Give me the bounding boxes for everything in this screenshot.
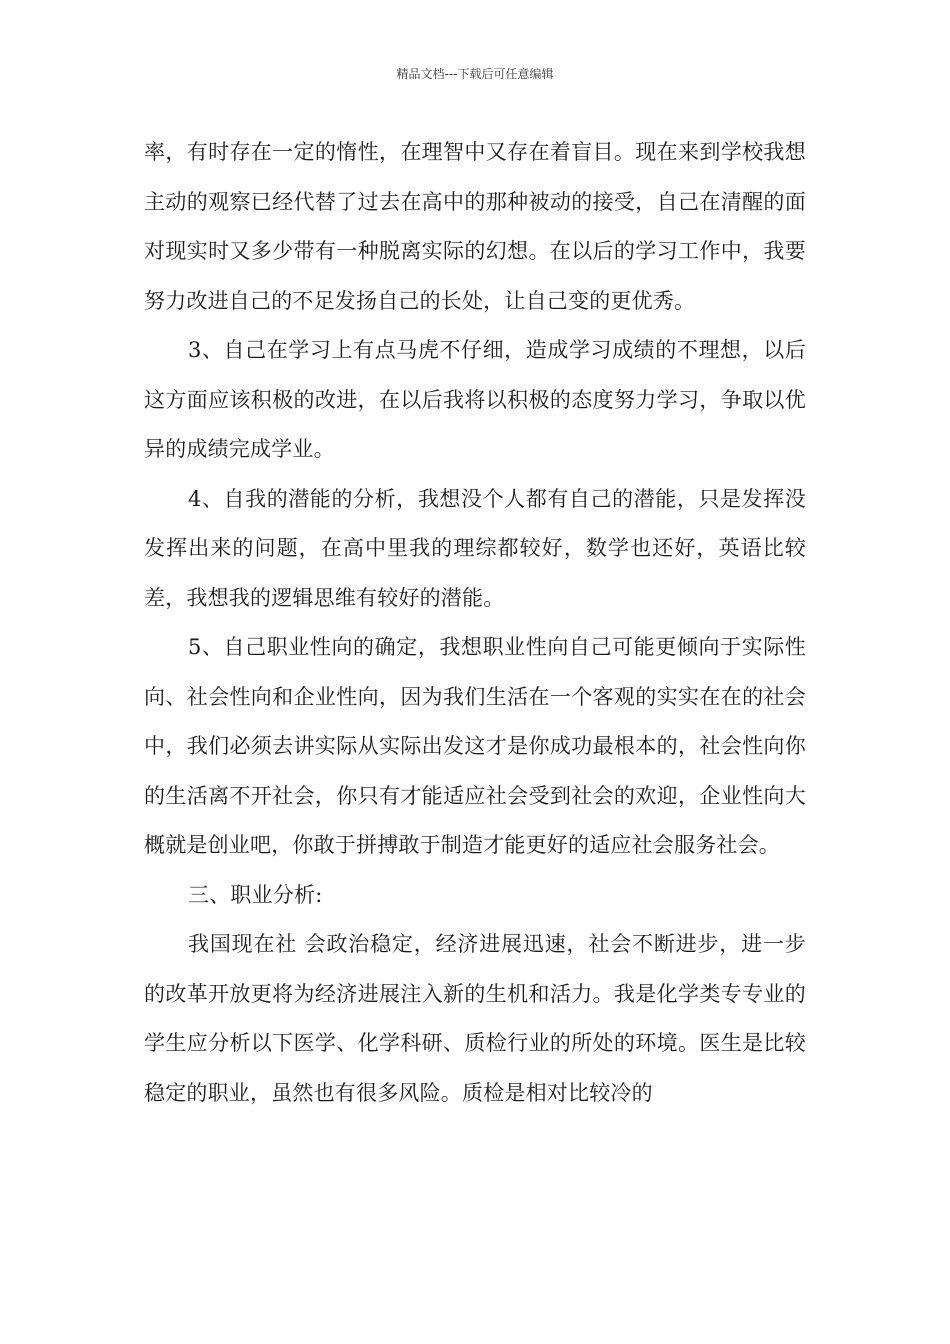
paragraph-career-analysis: 我国现在社 会政治稳定，经济进展迅速，社会不断进步，进一步的改革开放更将为经济进展注入新的生机和活力。我是化学类专专业的学生应分析以下医学、化学科研、质检行业的所处的环境。医生是比较稳定的职业，虽然也有很多风险。质检是相对比较冷的: [144, 932, 806, 1105]
paragraph-item-3: 3、自己在学习上有点马虎不仔细，造成学习成绩的不理想，以后这方面应该积极的改进，在以后我将以积极的态度努力学习，争取以优异的成绩完成学业。: [144, 338, 806, 461]
page-header: 精品文档---下载后可任意编辑: [396, 67, 554, 81]
paragraph-item-4: 4、自我的潜能的分析，我想没个人都有自己的潜能，只是发挥没发挥出来的问题，在高中里我的理综都较好，数学也还好，英语比较差，我想我的逻辑思维有较好的潜能。: [144, 486, 806, 610]
document-body: [144, 128, 806, 1118]
paragraph-continuation: 率，有时存在一定的惰性，在理智中又存在着盲目。现在来到学校我想主动的观察已经代替了过去在高中的那种被动的接受，自己在清醒的面对现实时又多少带有一种脱离实际的幻想。在以后的学习工作中，我要努力改进自己的不足发扬自己的长处，让自己变的更优秀。: [144, 140, 806, 313]
section-heading-career-analysis: 三、职业分析:: [188, 882, 323, 907]
paragraph-item-5: 5、自己职业性向的确定，我想职业性向自己可能更倾向于实际性向、社会性向和企业性向，因为我们生活在一个客观的实实在在的社会中，我们必须去讲实际从实际出发这才是你成功最根本的，社会性向你的生活离不开社会，你只有才能适应社会受到社会的欢迎，企业性向大概就是创业吧，你敢于拼搏敢于制造才能更好的适应社会服务社会。: [144, 635, 806, 857]
